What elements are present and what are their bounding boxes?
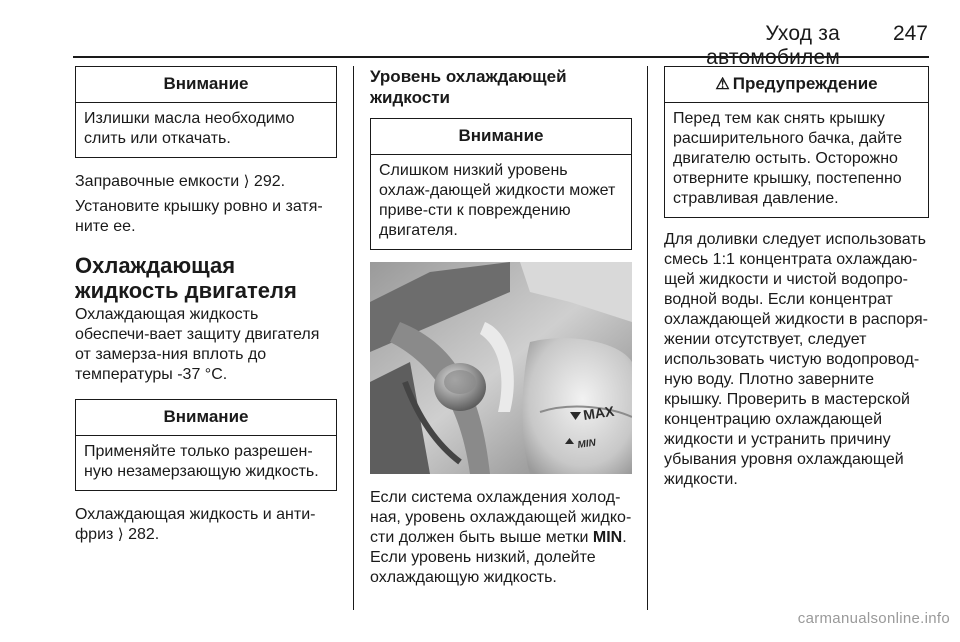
- notice-text: Излишки масла необходимо слить или откачать.: [84, 110, 295, 147]
- paragraph-capacities: [75, 172, 337, 192]
- min-mark-term: MIN: [592, 529, 623, 546]
- paragraph-text: Охлаждающая жидкость и анти-фриз: [75, 506, 316, 543]
- paragraph-coolant-antifreeze: [75, 505, 337, 545]
- warning-box: [664, 66, 929, 218]
- max-mark-label: MAX: [582, 402, 616, 423]
- notice-heading: Внимание: [76, 67, 336, 103]
- engine-bay-photo: [370, 262, 632, 474]
- column-2: [370, 66, 632, 588]
- notice-box-oil: [75, 66, 337, 158]
- arrow-ref-icon: ⟩: [117, 526, 124, 543]
- coolant-reservoir-illustration: [370, 262, 632, 474]
- subheading-coolant-level: Уровень охлаждающей жидкости: [370, 67, 567, 107]
- paragraph-text: . Если уровень низкий, долейте охлаждающую жидкость.: [370, 529, 627, 586]
- section-heading-coolant: Охлаждающая жидкость двигателя: [75, 253, 297, 303]
- notice-text: Применяйте только разрешен-ную незамерзающую жидкость.: [84, 443, 319, 480]
- notice-box-low-level: [370, 118, 632, 250]
- page-number: 247: [892, 22, 928, 45]
- column-3: [664, 66, 929, 490]
- warning-heading-text: Предупреждение: [732, 74, 878, 93]
- notice-text: Слишком низкий уровень охлаж-дающей жидкости может приве-сти к повреждению двигателя.: [379, 162, 616, 239]
- notice-heading: Внимание: [76, 400, 336, 436]
- paragraph-cap-install: Установите крышку ровно и затя-ните ее.: [75, 198, 323, 235]
- notice-heading: Внимание: [371, 119, 631, 155]
- arrow-ref-icon: ⟩: [243, 173, 250, 190]
- page-reference-link[interactable]: 282.: [128, 526, 160, 543]
- warning-text: Перед тем как снять крышку расширительного бачка, дайте двигателю остыть. Осторожно отверните крышку, постепенно стравливая давление.: [673, 110, 903, 207]
- warning-triangle-icon: ⚠: [715, 76, 730, 93]
- paragraph-level-check: [370, 488, 632, 588]
- header-title: Уход за автомобилем: [706, 22, 840, 69]
- paragraph-refill-instructions: Для доливки следует использовать смесь 1:1 концентрата охлаждаю-щей жидкости и чистой водопро-водной воды. Если концентрат охлаждающей жидкости в распоря-жении отсутствует, следует использовать чистую водопровод-ную воду. Плотно заверните крышку. Проверить в мастерской концентрацию охлаждающей жидкости и устранить причину убывания уровня охлаждающей жидкости.: [664, 231, 928, 488]
- watermark: carmanualsonline.info: [797, 610, 950, 627]
- notice-box-antifreeze: [75, 399, 337, 491]
- paragraph-text: Заправочные емкости: [75, 173, 240, 190]
- column-divider-1: [353, 66, 354, 610]
- column-divider-2: [647, 66, 648, 610]
- paragraph-coolant-protection: Охлаждающая жидкость обеспечи-вает защиту двигателя от замерза-ния вплоть до температуры -37 °C.: [75, 306, 320, 383]
- page-reference-link[interactable]: 292.: [253, 173, 286, 190]
- min-mark-label: MIN: [576, 437, 597, 451]
- paragraph-text: Если система охлаждения холод-ная, уровень охлаждающей жидко-сти должен быть выше метки: [370, 489, 632, 546]
- header-rule: [73, 56, 929, 58]
- column-1: [75, 66, 337, 545]
- warning-heading: [665, 67, 928, 103]
